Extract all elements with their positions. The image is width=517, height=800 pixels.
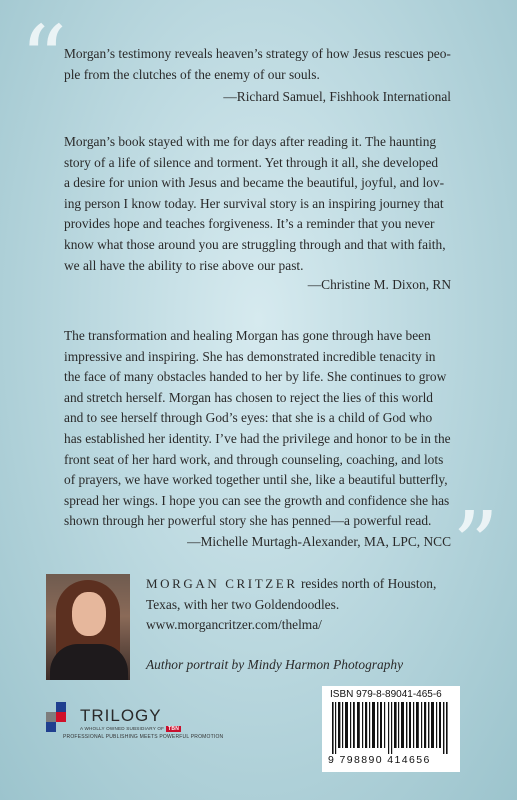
publisher-tagline: PROFESSIONAL PUBLISHING MEETS POWERFUL PROMOTION	[63, 734, 224, 740]
quote-2-line-3: a desire for union with Jesus and became the beautiful, joyful, and lov-	[64, 175, 445, 191]
quote-3-line-1: The transformation and healing Morgan has gone through have been	[64, 328, 431, 343]
tbn-badge: TBN	[168, 726, 180, 732]
bio-line-2: Texas, with her two Goldendoodles.	[146, 596, 340, 612]
publisher-subsidiary	[80, 726, 181, 732]
quote-3-attribution: —Michelle Murtagh-Alexander, MA, LPC, NCC	[187, 534, 451, 549]
quote-3-line-4: and stretch herself. Morgan has chosen to reject the lies of this world	[64, 389, 434, 405]
quote-2-line-4: ing person I know today. Her survival story is an inspiring journey that	[64, 195, 444, 211]
open-quote-mark-icon: “	[20, 6, 68, 113]
isbn-barcode	[322, 686, 460, 772]
quote-3-line-7: front seat of her hard work, and through counseling, coaching, and lots	[64, 451, 444, 467]
testimonial-quote-3	[64, 326, 454, 532]
quote-3-line-3: the face of many obstacles handed to her by life. She continues to grow	[64, 369, 447, 385]
quote-2-line-5: provides hope and teaches forgiveness. It’s a reminder that you never	[64, 216, 435, 232]
publisher-subsidiary-text: A WHOLLY OWNED SUBSIDIARY OF	[80, 726, 165, 731]
quote-3-line-10: shown through her powerful story she has penned—a powerful read.	[64, 513, 432, 529]
barcode-digits: 9 798890 414656	[328, 754, 431, 766]
author-name: MORGAN CRITZER	[146, 576, 298, 591]
isbn-label: ISBN 979-8-89041-465-6	[330, 689, 442, 700]
quote-1-line-1: Morgan’s testimony reveals heaven’s strategy of how Jesus rescues peo-	[64, 46, 451, 61]
quote-2-line-7: we all have the ability to rise above our past.	[64, 257, 304, 273]
quote-1-line-2: ple from the clutches of the enemy of our souls.	[64, 66, 320, 82]
quote-2-line-6: know what those around you are struggling through and that with faith,	[64, 236, 446, 252]
quote-2-line-1: Morgan’s book stayed with me for days after reading it. The haunting	[64, 134, 437, 149]
quote-3-line-5: and to see herself through God’s eyes: that she is a child of God who	[64, 410, 433, 426]
trilogy-logo-icon	[46, 702, 76, 732]
testimonial-quote-1	[64, 44, 454, 85]
quote-3-line-9: spread her wings. I hope you can see the growth and confidence she has	[64, 492, 450, 508]
close-quote-mark-icon: ”	[452, 492, 500, 599]
author-website: www.morgancritzer.com/thelma/	[146, 617, 322, 633]
quote-3-line-8: of prayers, we have worked together until she, like a beautiful butterfly,	[64, 472, 448, 488]
author-portrait	[46, 574, 130, 680]
portrait-credit: Author portrait by Mindy Harmon Photography	[146, 657, 404, 672]
barcode-bars	[332, 702, 450, 754]
quote-2-attribution: —Christine M. Dixon, RN	[307, 277, 451, 292]
quote-3-line-2: impressive and inspiring. She has demonstrated incredible tenacity in	[64, 348, 436, 364]
bio-line-1: resides north of Houston,	[297, 576, 437, 591]
quote-2-line-2: story of a life of silence and torment. Yet through it all, she developed	[64, 154, 439, 170]
author-bio	[146, 574, 456, 636]
quote-1-attribution: —Richard Samuel, Fishhook International	[223, 89, 451, 104]
quote-3-line-6: has established her identity. I’ve had the privilege and honor to be in the	[64, 430, 451, 446]
publisher-name: TRILOGY	[80, 706, 162, 725]
testimonial-quote-2	[64, 132, 454, 276]
